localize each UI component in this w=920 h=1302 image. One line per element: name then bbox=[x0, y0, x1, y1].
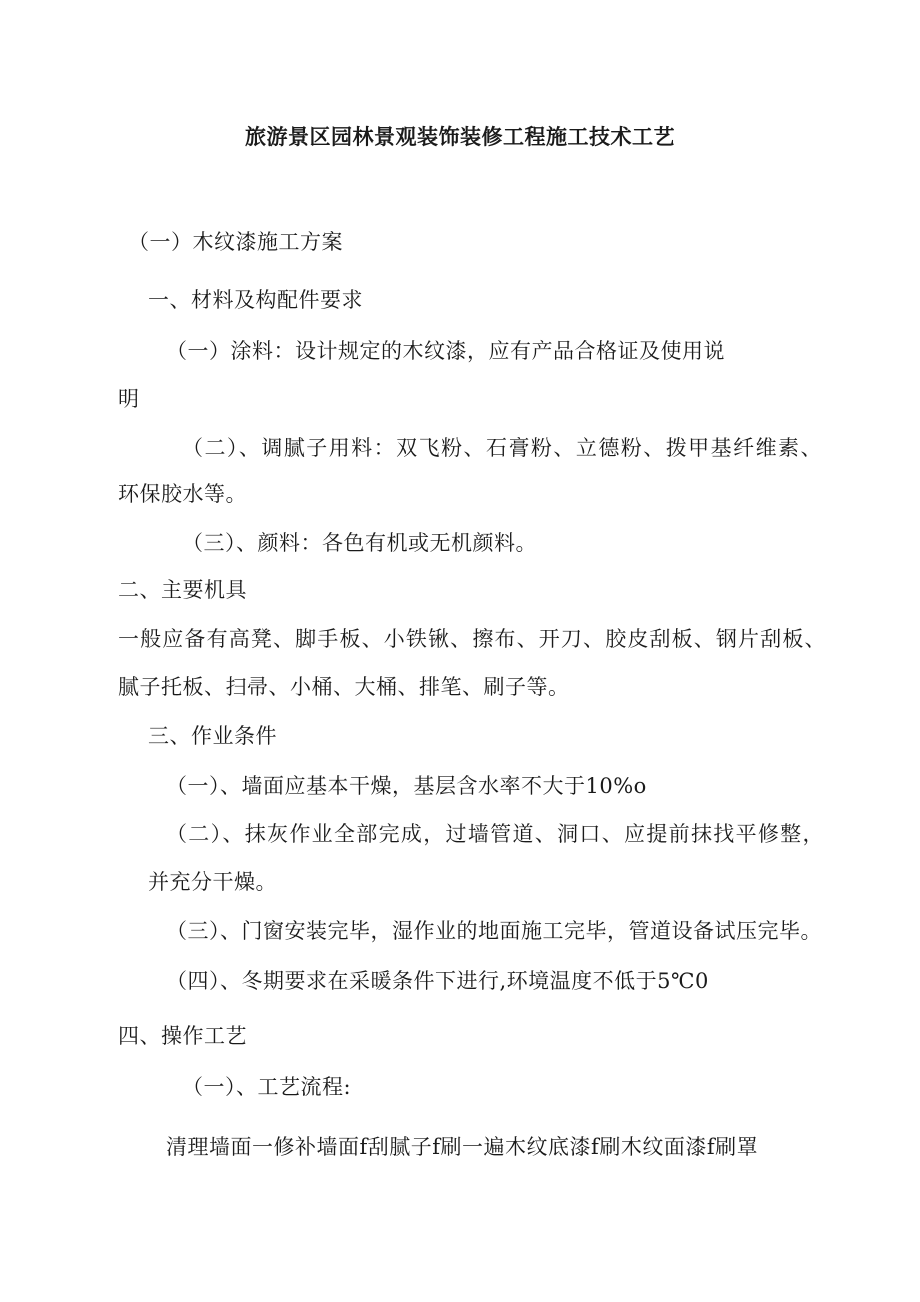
section-heading: （一）木纹漆施工方案 bbox=[128, 230, 343, 254]
paragraph-line: 环保胶水等。 bbox=[118, 482, 247, 506]
paragraph-line: 腻子托板、扫帚、小桶、大桶、排笔、刷子等。 bbox=[118, 675, 570, 699]
paragraph-line: （二）、抹灰作业全部完成，过墙管道、洞口、应提前抹找平修整， bbox=[166, 822, 824, 846]
paragraph-line: （一）涂料：设计规定的木纹漆，应有产品合格证及使用说 bbox=[166, 339, 725, 363]
paragraph-line: 明 bbox=[118, 387, 140, 411]
subsection-heading: 四、操作工艺 bbox=[118, 1024, 247, 1048]
subsection-heading: 二、主要机具 bbox=[118, 578, 247, 602]
subsection-heading: 三、作业条件 bbox=[148, 724, 277, 748]
paragraph-line: 一般应备有高凳、脚手板、小铁锹、擦布、开刀、胶皮刮板、钢片刮板、 bbox=[118, 627, 826, 651]
paragraph-line: （三）、门窗安装完毕，湿作业的地面施工完毕，管道设备试压完毕。 bbox=[166, 919, 822, 943]
document-title: 旅游景区园林景观装饰装修工程施工技术工艺 bbox=[245, 124, 675, 149]
paragraph-line: 并充分干燥。 bbox=[148, 870, 277, 894]
paragraph-line: 清理墙面一修补墙面f刮腻子f刷一遍木纹底漆f刷木纹面漆f刷罩 bbox=[166, 1135, 759, 1159]
paragraph-line: （一）、墙面应基本干燥，基层含水率不大于10%o bbox=[166, 774, 647, 798]
paragraph-line: （一）、工艺流程: bbox=[182, 1075, 352, 1099]
paragraph-line: （二）、调腻子用料：双飞粉、石膏粉、立德粉、拨甲基纤维素、 bbox=[182, 436, 822, 460]
subsection-heading: 一、材料及构配件要求 bbox=[148, 288, 363, 312]
paragraph-line: （三）、颜料：各色有机或无机颜料。 bbox=[182, 531, 537, 555]
paragraph-line: （四）、冬期要求在采暖条件下进行,环境温度不低于5℃0 bbox=[166, 969, 709, 993]
